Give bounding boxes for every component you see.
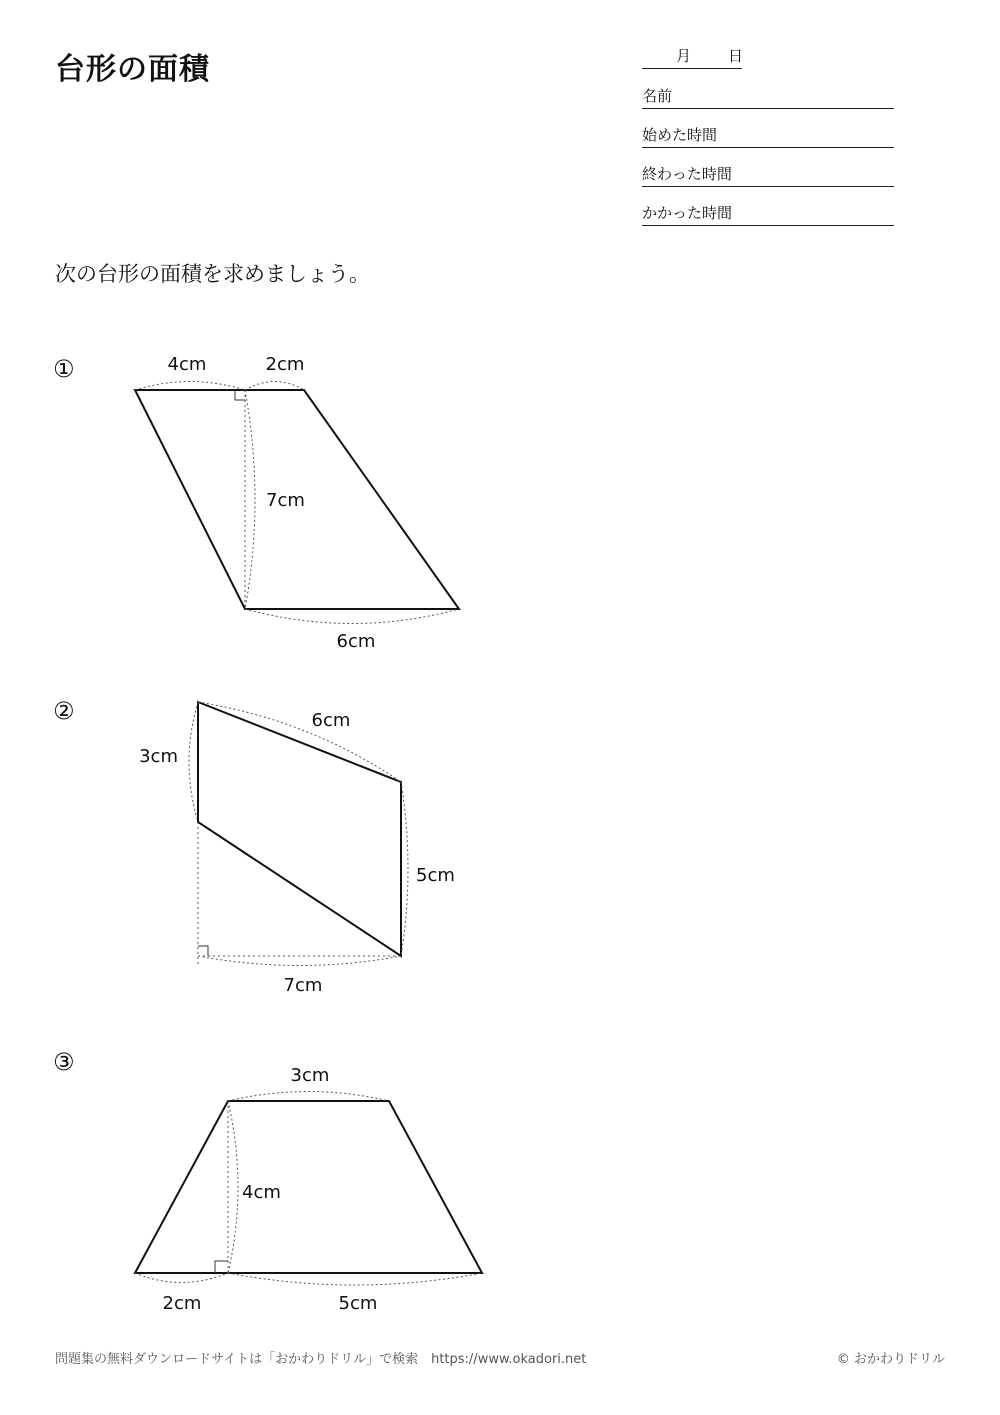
right-angle-mark-3 <box>215 1261 228 1273</box>
trapezoid-3 <box>135 1101 482 1273</box>
date-month-label: 月 <box>676 47 692 65</box>
label-height-3: 4cm <box>242 1182 281 1203</box>
problem-1-number: ① <box>53 355 75 383</box>
problem-3-number: ③ <box>53 1048 75 1076</box>
dimension-arc-left-2 <box>189 702 198 822</box>
problem-1-figure <box>135 354 459 652</box>
name-label: 名前 <box>642 87 673 105</box>
date-day-label: 日 <box>728 47 744 65</box>
instruction-text: 次の台形の面積を求めましょう。 <box>55 262 370 286</box>
label-height-1: 7cm <box>266 490 305 511</box>
dimension-arc-height-3 <box>228 1101 238 1273</box>
end-time-label: 終わった時間 <box>642 165 732 183</box>
dimension-arc-bottom-1 <box>245 609 459 624</box>
dimension-arc-height-1 <box>245 390 255 609</box>
label-bottom-left-3: 2cm <box>162 1293 202 1314</box>
elapsed-time-label: かかった時間 <box>642 204 733 222</box>
trapezoid-2 <box>198 702 401 956</box>
label-bottom-1: 6cm <box>336 631 376 652</box>
label-slant-2: 6cm <box>311 710 351 731</box>
footer-site-text: 問題集の無料ダウンロードサイトは「おかわりドリル」で検索 https://www.okadori.net <box>55 1352 587 1367</box>
label-width-2: 7cm <box>283 975 323 996</box>
right-angle-mark-1 <box>235 390 245 400</box>
start-time-label: 始めた時間 <box>642 126 718 144</box>
problem-2-figure <box>139 702 455 996</box>
footer-copyright: © おかわりドリル <box>836 1352 945 1367</box>
page-title: 台形の面積 <box>55 52 210 87</box>
label-right-2: 5cm <box>416 865 455 886</box>
label-top-3: 3cm <box>290 1065 330 1086</box>
problem-3-figure <box>135 1065 482 1314</box>
label-bottom-right-3: 5cm <box>338 1293 378 1314</box>
dimension-arc-bottom-left-3 <box>135 1273 228 1283</box>
label-top-left-1: 4cm <box>167 354 207 375</box>
dimension-arc-bottom-right-3 <box>228 1273 482 1285</box>
dimension-arc-top-right-1 <box>245 382 304 391</box>
right-angle-mark-2 <box>198 946 208 956</box>
label-left-2: 3cm <box>139 746 178 767</box>
problem-2-number: ② <box>53 697 75 725</box>
dimension-arc-right-2 <box>401 782 408 956</box>
label-top-right-1: 2cm <box>265 354 305 375</box>
dimension-arc-top-left-1 <box>135 382 245 391</box>
dimension-arc-width-2 <box>198 956 401 966</box>
dimension-arc-top-3 <box>228 1092 389 1102</box>
